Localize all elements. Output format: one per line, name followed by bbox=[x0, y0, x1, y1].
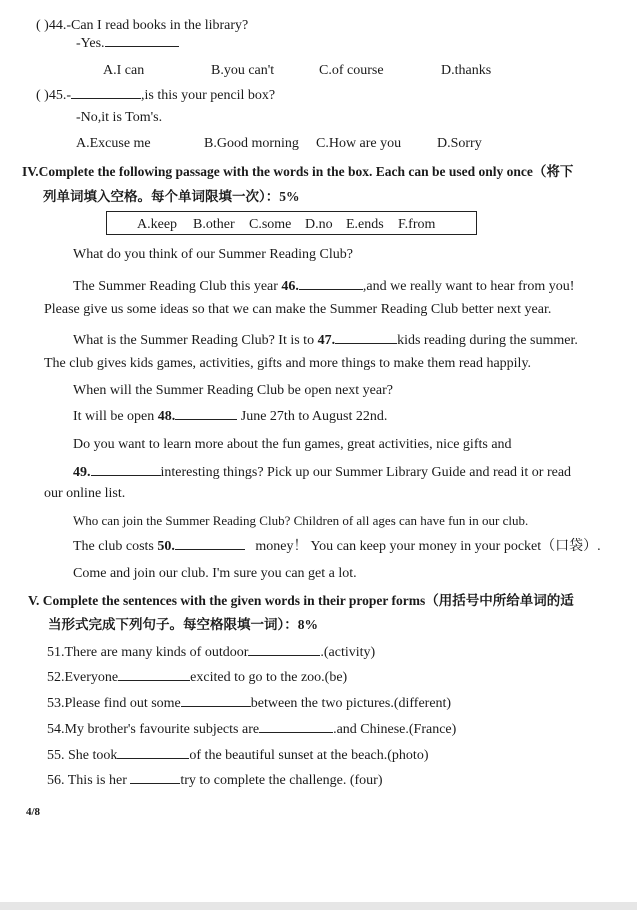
passage-text: What is the Summer Reading Club? It is to bbox=[73, 333, 315, 348]
passage-line: Come and join our club. I'm sure you can get a lot. bbox=[73, 566, 357, 581]
sentence-text: 55. She took bbox=[47, 748, 118, 763]
word-no: D.no bbox=[305, 217, 333, 232]
passage-text: kids reading during the summer. bbox=[397, 333, 578, 348]
option-b: B.you can't bbox=[211, 63, 275, 78]
word-box-words bbox=[137, 216, 435, 234]
blank-56[interactable] bbox=[130, 771, 180, 784]
blank-51[interactable] bbox=[248, 643, 320, 656]
passage-text: money！ You can keep your money in your pocket（口袋）. bbox=[255, 539, 601, 554]
blank-52[interactable] bbox=[118, 668, 190, 681]
blank-46[interactable] bbox=[299, 277, 363, 290]
passage-line: our online list. bbox=[44, 486, 126, 501]
sentence-text: between the two pictures.(different) bbox=[250, 696, 452, 711]
question-44-reply bbox=[76, 34, 179, 53]
sentence-text: 53.Please find out some bbox=[47, 696, 181, 711]
answer-blank[interactable] bbox=[105, 34, 179, 47]
sentence-text: 56. This is her bbox=[47, 773, 127, 788]
passage-line: Please give us some ideas so that we can make the Summer Reading Club better next year. bbox=[44, 302, 552, 317]
sentence-51 bbox=[47, 643, 375, 662]
question-44-options bbox=[103, 62, 491, 80]
passage-text: ,and we really want to hear from you! bbox=[362, 279, 575, 294]
blank-49[interactable] bbox=[91, 463, 161, 476]
option-d: D.thanks bbox=[441, 63, 492, 78]
sentence-56 bbox=[47, 771, 383, 790]
page-number: 4/8 bbox=[26, 806, 41, 818]
blank-48[interactable] bbox=[175, 407, 237, 420]
sentence-53 bbox=[47, 694, 451, 713]
section-5-heading-cont: 当形式完成下列句子。每空格限填一词）：8% bbox=[48, 617, 318, 632]
reply-text: -Yes. bbox=[76, 36, 105, 51]
blank-number: 50. bbox=[157, 539, 175, 554]
sentence-text: 54.My brother's favourite subjects are bbox=[47, 722, 260, 737]
sentence-54 bbox=[47, 720, 456, 739]
sentence-52 bbox=[47, 668, 347, 687]
viewer-bottom-bar bbox=[0, 902, 637, 910]
passage-text: June 27th to August 22nd. bbox=[240, 409, 388, 424]
answer-blank[interactable] bbox=[71, 86, 141, 99]
passage-text: The Summer Reading Club this year bbox=[73, 279, 278, 294]
blank-50[interactable] bbox=[175, 537, 245, 550]
sentence-text: excited to go to the zoo.(be) bbox=[190, 670, 348, 685]
question-44 bbox=[36, 17, 248, 35]
question-text: ,is this your pencil box? bbox=[141, 88, 276, 103]
word-from: F.from bbox=[398, 217, 436, 232]
word-other: B.other bbox=[193, 217, 235, 232]
answer-paren: ( ) bbox=[36, 18, 49, 33]
option-a: A.I can bbox=[103, 63, 145, 78]
dash: - bbox=[66, 88, 71, 103]
section-4-heading: IV.Complete the following passage with the words in the box. Each can be used only once（将下 bbox=[22, 164, 574, 179]
blank-number: 46. bbox=[281, 279, 299, 294]
passage-text: The club costs bbox=[73, 539, 154, 554]
sentence-55 bbox=[47, 746, 428, 765]
option-a: A.Excuse me bbox=[76, 136, 151, 151]
option-d: D.Sorry bbox=[437, 136, 482, 151]
passage-line-46 bbox=[73, 277, 574, 296]
question-number: 44. bbox=[48, 18, 67, 33]
blank-number: 48. bbox=[157, 409, 176, 424]
blank-54[interactable] bbox=[259, 720, 333, 733]
passage-line: When will the Summer Reading Club be open next year? bbox=[73, 383, 393, 398]
blank-number: 49. bbox=[73, 465, 91, 480]
question-45-reply: -No,it is Tom's. bbox=[76, 110, 163, 125]
passage-line: The club gives kids games, activities, gifts and more things to make them read happily. bbox=[44, 356, 532, 371]
blank-number: 47. bbox=[317, 333, 336, 348]
sentence-text: of the beautiful sunset at the beach.(photo) bbox=[189, 748, 429, 763]
answer-paren: ( ) bbox=[36, 88, 49, 103]
sentence-text: 51.There are many kinds of outdoor bbox=[47, 645, 249, 660]
passage-line: What do you think of our Summer Reading Club? bbox=[73, 247, 353, 262]
section-4-heading-cont: 列单词填入空格。每个单词限填一次）：5% bbox=[43, 189, 300, 204]
word-keep: A.keep bbox=[137, 217, 178, 232]
word-some: C.some bbox=[249, 217, 292, 232]
blank-47[interactable] bbox=[335, 331, 397, 344]
blank-53[interactable] bbox=[181, 694, 251, 707]
blank-55[interactable] bbox=[117, 746, 189, 759]
question-text: -Can I read books in the library? bbox=[66, 18, 249, 33]
question-45-options bbox=[76, 135, 482, 153]
sentence-text: .(activity) bbox=[320, 645, 376, 660]
question-45 bbox=[36, 86, 275, 105]
passage-text: interesting things? Pick up our Summer Library Guide and read it or read bbox=[160, 465, 572, 480]
passage-line-49 bbox=[73, 463, 571, 482]
section-5-heading: V. Complete the sentences with the given words in their proper forms（用括号中所给单词的适 bbox=[28, 593, 574, 608]
sentence-text: try to complete the challenge. (four) bbox=[180, 773, 383, 788]
question-number: 45. bbox=[48, 88, 67, 103]
passage-line-47 bbox=[73, 331, 578, 350]
sentence-text: .and Chinese.(France) bbox=[333, 722, 457, 737]
passage-line: Do you want to learn more about the fun games, great activities, nice gifts and bbox=[73, 437, 512, 452]
option-c: C.of course bbox=[319, 63, 384, 78]
passage-line-50 bbox=[73, 537, 601, 556]
passage-text: It will be open bbox=[73, 409, 155, 424]
option-b: B.Good morning bbox=[204, 136, 299, 151]
passage-line-48 bbox=[73, 407, 387, 426]
passage-line: Who can join the Summer Reading Club? Children of all ages can have fun in our club. bbox=[73, 513, 529, 528]
word-ends: E.ends bbox=[346, 217, 384, 232]
sentence-text: 52.Everyone bbox=[47, 670, 119, 685]
option-c: C.How are you bbox=[316, 136, 402, 151]
